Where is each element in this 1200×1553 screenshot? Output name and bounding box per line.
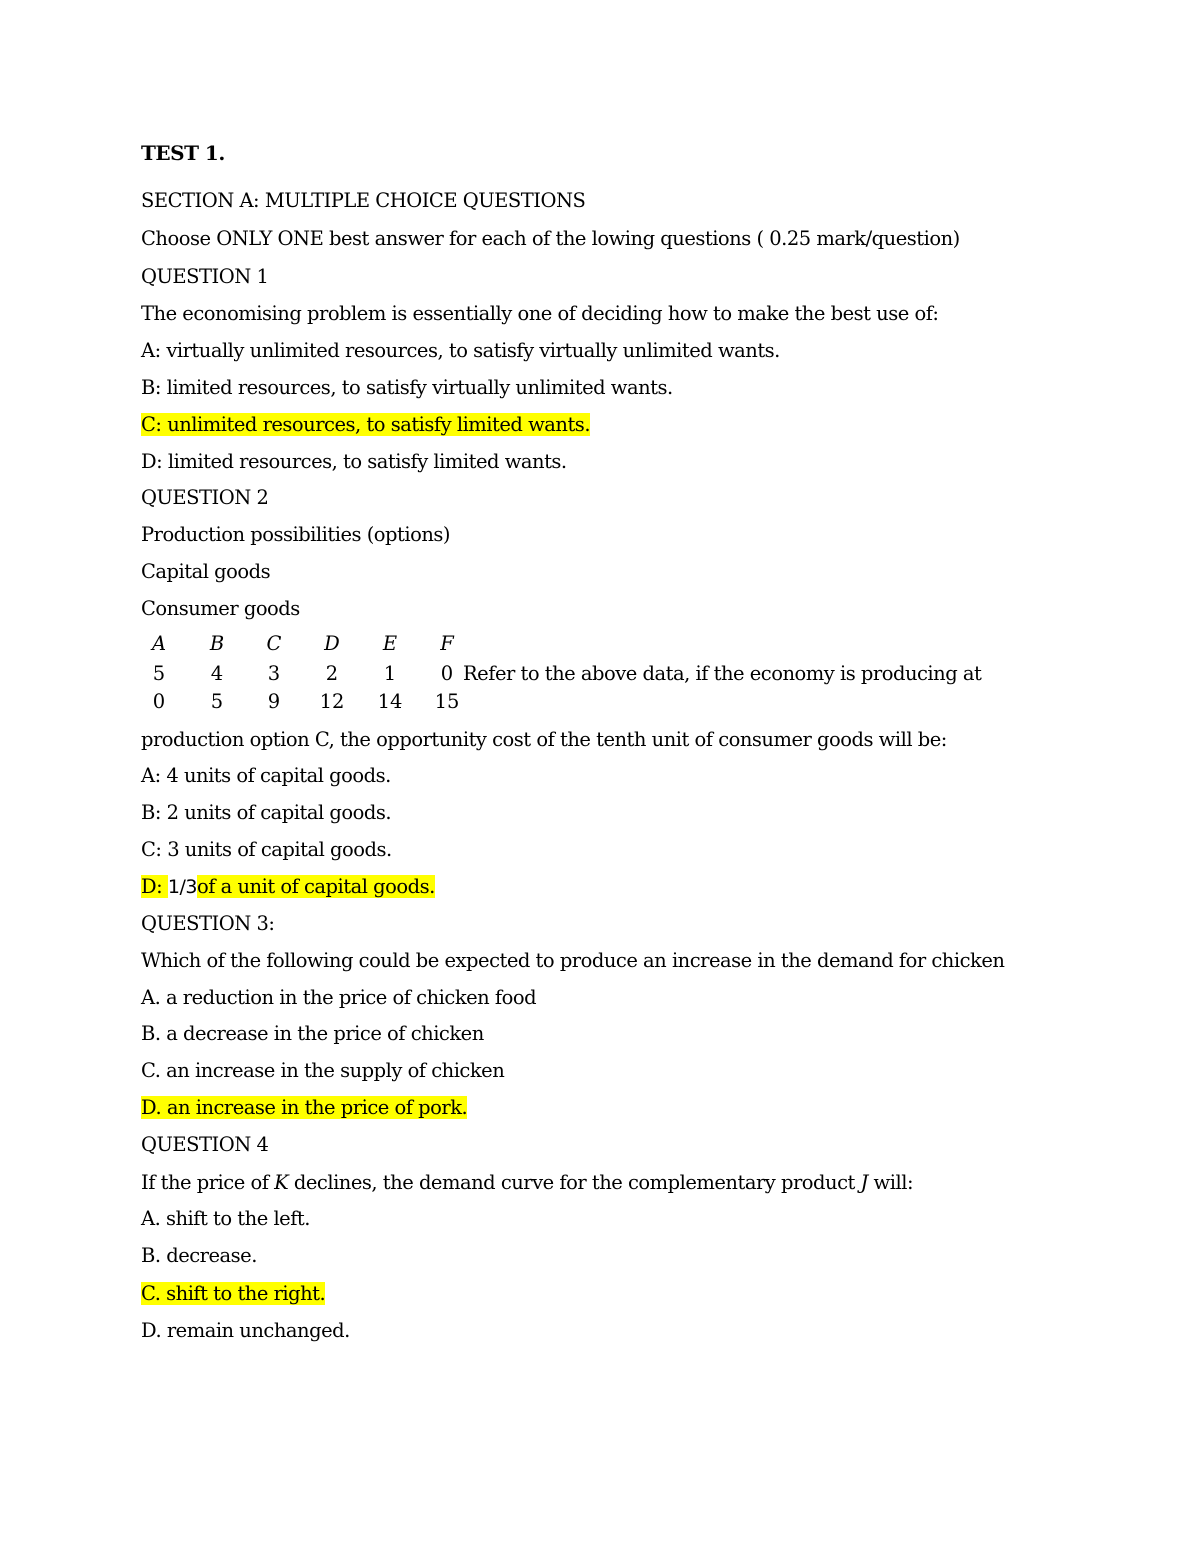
question-4-stem xyxy=(141,1170,913,1196)
question-4-option-d: D. remain unchanged. xyxy=(141,1319,350,1342)
table-header-cell: D xyxy=(324,632,340,655)
question-1-option-a: A: virtually unlimited resources, to satisfy virtually unlimited wants. xyxy=(141,339,780,362)
question-3-option-c: C. an increase in the supply of chicken xyxy=(141,1059,505,1082)
question-4-option-b: B. decrease. xyxy=(141,1244,257,1267)
highlighted-answer-prefix: D: xyxy=(141,875,168,898)
question-1-stem: The economising problem is essentially one of deciding how to make the best use of: xyxy=(141,302,939,325)
question-3-option-b: B. a decrease in the price of chicken xyxy=(141,1022,484,1045)
highlighted-answer: C. shift to the right. xyxy=(141,1282,326,1305)
question-1-option-b: B: limited resources, to satisfy virtually unlimited wants. xyxy=(141,376,673,399)
table-header-cell: F xyxy=(440,632,454,655)
question-3-stem: Which of the following could be expected to produce an increase in the demand for chicken xyxy=(141,949,1005,972)
stem-text: If the price of xyxy=(141,1171,275,1194)
question-2-option-b: B: 2 units of capital goods. xyxy=(141,801,392,824)
test-title: TEST 1. xyxy=(141,141,225,165)
question-2-label-capital-goods: Capital goods xyxy=(141,560,271,583)
highlighted-answer: C: unlimited resources, to satisfy limited wants. xyxy=(141,413,591,436)
table-header-cell: C xyxy=(266,632,282,655)
variable-j: J xyxy=(860,1171,868,1194)
question-2-label-consumer-goods: Consumer goods xyxy=(141,597,300,620)
table-cell-capital: 0 xyxy=(440,662,454,685)
table-cell-capital: 5 xyxy=(152,662,166,685)
stem-text: declines, the demand curve for the complementary product xyxy=(288,1171,861,1194)
table-header-cell: B xyxy=(209,632,225,655)
question-2-stem-part-2: production option C, the opportunity cost of the tenth unit of consumer goods will be: xyxy=(141,728,947,751)
question-3-option-d xyxy=(141,1095,467,1121)
table-cell-capital: 1 xyxy=(383,662,397,685)
instructions: Choose ONLY ONE best answer for each of the lowing questions ( 0.25 mark/question) xyxy=(141,227,960,250)
question-2-label-production-possibilities: Production possibilities (options) xyxy=(141,523,451,546)
question-4-option-c xyxy=(141,1281,325,1307)
fraction-one-third: 1/3 xyxy=(167,876,197,898)
question-4-option-a: A. shift to the left. xyxy=(141,1207,310,1230)
table-cell-consumer: 14 xyxy=(377,690,403,713)
question-3-heading: QUESTION 3: xyxy=(141,912,275,935)
question-1-option-c xyxy=(141,412,590,438)
table-cell-consumer: 5 xyxy=(210,690,224,713)
question-2-stem-part-1: Refer to the above data, if the economy is producing at xyxy=(463,662,982,685)
table-cell-capital: 3 xyxy=(267,662,281,685)
table-cell-consumer: 12 xyxy=(319,690,345,713)
table-cell-capital: 2 xyxy=(325,662,339,685)
table-cell-consumer: 0 xyxy=(152,690,166,713)
highlighted-answer-suffix: of a unit of capital goods. xyxy=(196,875,435,898)
highlighted-answer: D. an increase in the price of pork. xyxy=(141,1096,468,1119)
variable-k: K xyxy=(274,1171,289,1194)
question-4-heading: QUESTION 4 xyxy=(141,1133,269,1156)
question-2-option-a: A: 4 units of capital goods. xyxy=(141,764,391,787)
question-2-option-d xyxy=(141,874,435,900)
question-3-option-a: A. a reduction in the price of chicken food xyxy=(141,986,537,1009)
table-header-cell: E xyxy=(382,632,398,655)
section-heading: SECTION A: MULTIPLE CHOICE QUESTIONS xyxy=(141,189,586,212)
table-cell-capital: 4 xyxy=(210,662,224,685)
question-1-option-d: D: limited resources, to satisfy limited wants. xyxy=(141,450,567,473)
table-cell-consumer: 9 xyxy=(267,690,281,713)
stem-text: will: xyxy=(867,1171,914,1194)
question-2-heading: QUESTION 2 xyxy=(141,486,269,509)
question-2-option-c: C: 3 units of capital goods. xyxy=(141,838,392,861)
table-cell-consumer: 15 xyxy=(434,690,460,713)
table-header-cell: A xyxy=(151,632,167,655)
question-1-heading: QUESTION 1 xyxy=(141,265,269,288)
